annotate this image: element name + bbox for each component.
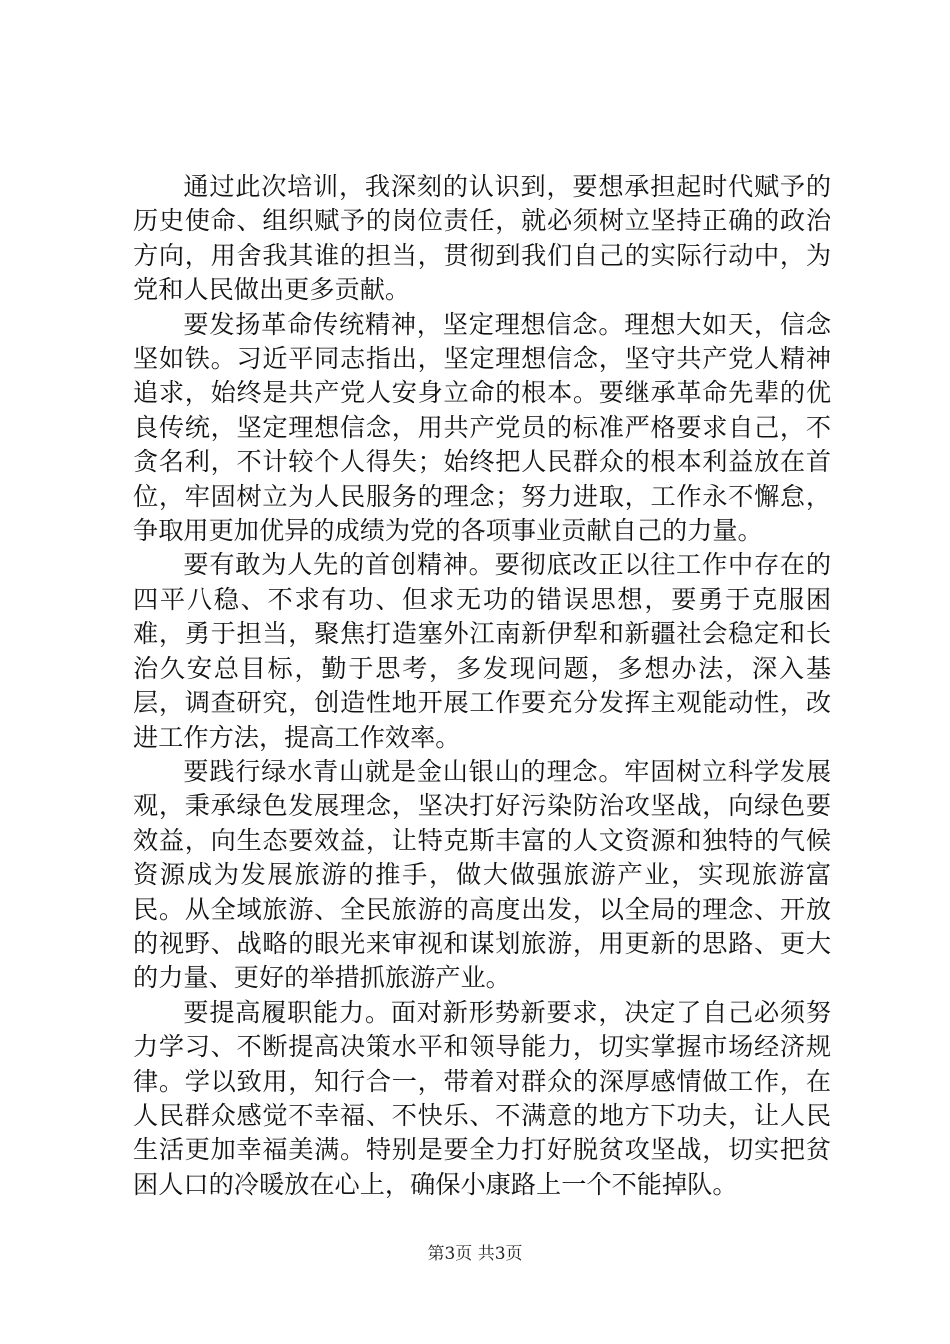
paragraph-training-reflection: 通过此次培训，我深刻的认识到，要想承担起时代赋予的历史使命、组织赋予的岗位责任，就必须树立坚持正确的政治方向，用舍我其谁的担当，贯彻到我们自己的实际行动中，为党和人民做出更多贡献。	[133, 172, 831, 305]
paragraph-revolutionary-spirit: 要发扬革命传统精神，坚定理想信念。理想大如天，信念坚如铁。习近平同志指出，坚定理想信念，坚守共产党人精神追求，始终是共产党人安身立命的根本。要继承革命先辈的优良传统，坚定理想信念，用共产党员的标准严格要求自己，不贪名利，不计较个人得失；始终把人民群众的根本利益放在首位，牢固树立为人民服务的理念；努力进取，工作永不懈怠，争取用更加优异的成绩为党的各项事业贡献自己的力量。	[133, 309, 831, 546]
document-body	[133, 170, 831, 1202]
paragraph-performance-ability: 要提高履职能力。面对新形势新要求，决定了自己必须努力学习、不断提高决策水平和领导能力，切实掌握市场经济规律。学以致用，知行合一，带着对群众的深厚感情做工作，在人民群众感觉不幸福、不快乐、不满意的地方下功夫，让人民生活更加幸福美满。特别是要全力打好脱贫攻坚战，切实把贫困人口的冷暖放在心上，确保小康路上一个不能掉队。	[133, 997, 831, 1199]
paragraph-green-development: 要践行绿水青山就是金山银山的理念。牢固树立科学发展观，秉承绿色发展理念，坚决打好污染防治攻坚战，向绿色要效益，向生态要效益，让特克斯丰富的人文资源和独特的气候资源成为发展旅游的推手，做大做强旅游产业，实现旅游富民。从全域旅游、全民旅游的高度出发，以全局的理念、开放的视野、战略的眼光来审视和谋划旅游，用更新的思路、更大的力量、更好的举措抓旅游产业。	[133, 756, 831, 993]
page-number-footer: 第3页 共3页	[427, 1244, 523, 1264]
paragraph-pioneering-spirit: 要有敢为人先的首创精神。要彻底改正以往工作中存在的四平八稳、不求有功、但求无功的错误思想，要勇于克服困难，勇于担当，聚焦打造塞外江南新伊犁和新疆社会稳定和长治久安总目标，勤于思考，多发现问题，多想办法，深入基层，调查研究，创造性地开展工作要充分发挥主观能动性，改进工作方法，提高工作效率。	[133, 550, 831, 752]
